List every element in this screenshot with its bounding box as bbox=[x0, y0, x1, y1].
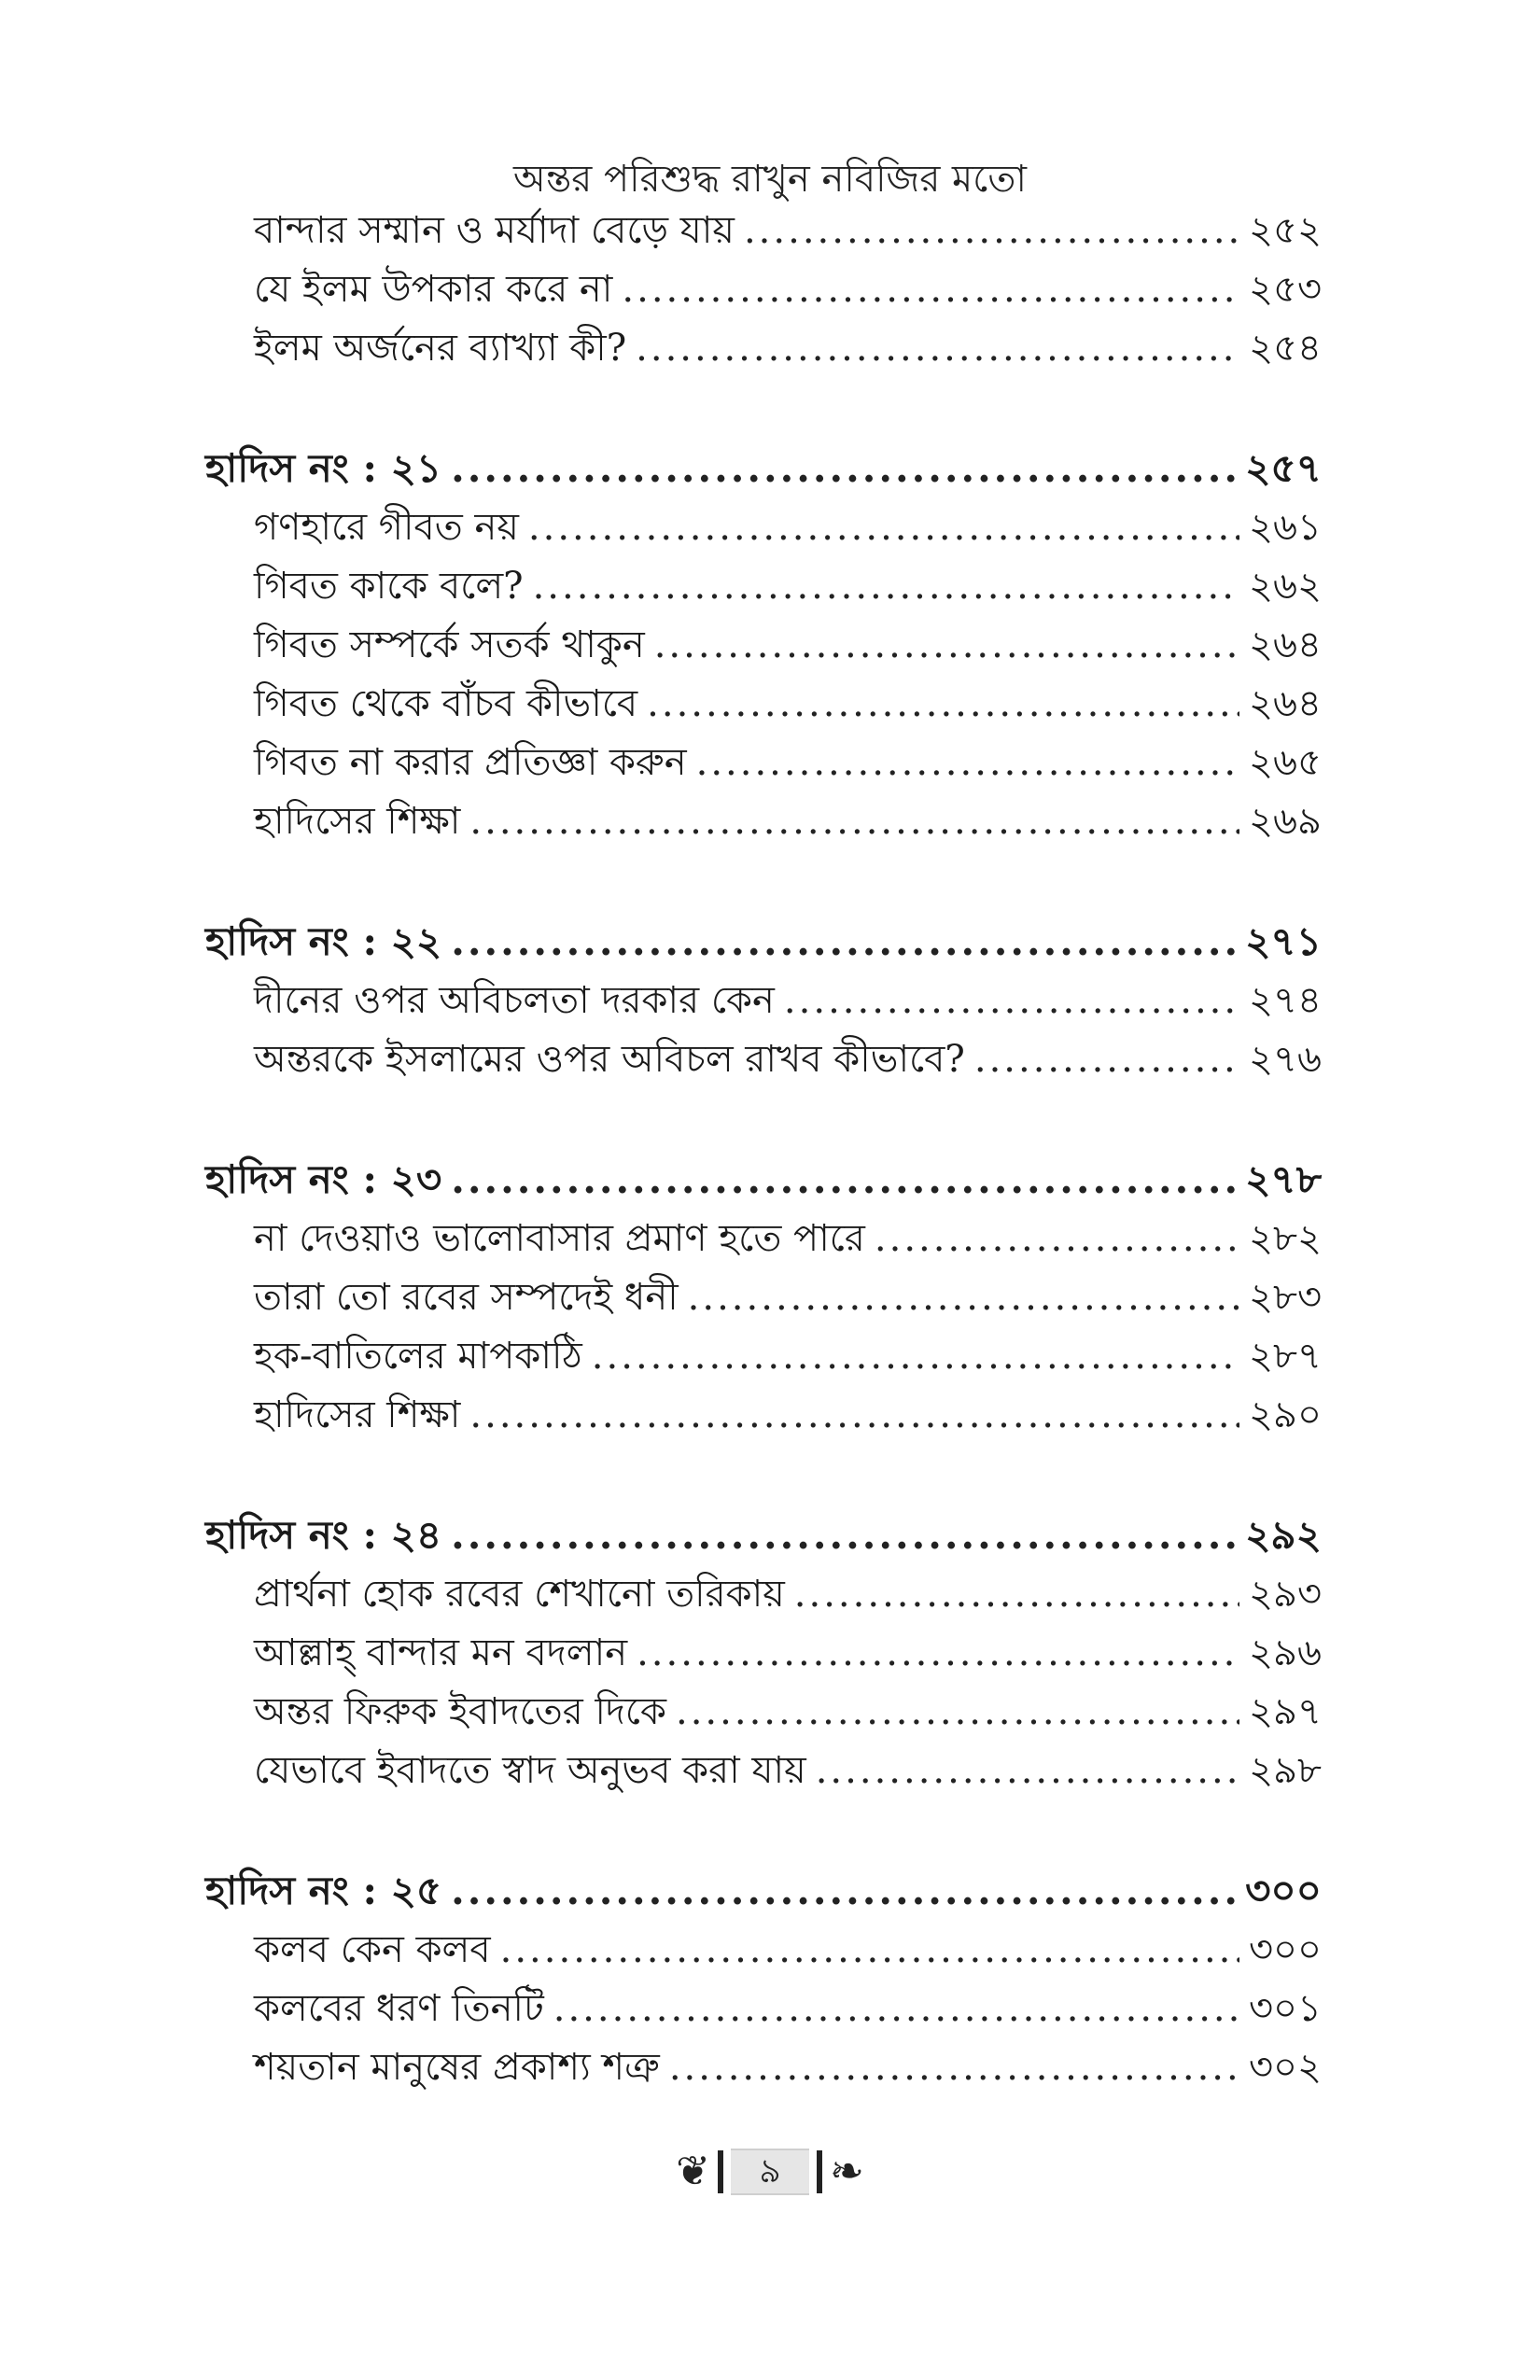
toc-chapter-row bbox=[205, 1508, 1322, 1562]
toc-page-number: ২৬৯ bbox=[1249, 800, 1322, 843]
toc-title: আল্লাহ্ বান্দার মন বদলান bbox=[254, 1631, 628, 1674]
toc-page-number: ৩০০ bbox=[1248, 1928, 1322, 1971]
page-footer bbox=[0, 2149, 1540, 2195]
dot-leader bbox=[592, 1329, 1239, 1383]
toc-page-number: ৩০২ bbox=[1248, 2046, 1322, 2089]
toc-entry-row bbox=[254, 1567, 1322, 1621]
toc-title: হাদিসের শিক্ষা bbox=[254, 800, 461, 843]
toc-page-number: ২৮২ bbox=[1249, 1217, 1322, 1260]
toc-title: প্রার্থনা হোক রবের শেখানো তরিকায় bbox=[254, 1573, 785, 1616]
dot-leader bbox=[451, 1864, 1236, 1918]
dot-leader bbox=[528, 500, 1239, 554]
toc-entry-row bbox=[254, 2040, 1322, 2094]
toc-title: না দেওয়াও ভালোবাসার প্রমাণ হতে পারে bbox=[254, 1217, 865, 1260]
toc-page-number: ৩০১ bbox=[1249, 1987, 1322, 2030]
toc-entry-row bbox=[254, 1685, 1322, 1739]
dot-leader bbox=[654, 618, 1239, 672]
toc-page-number: ২৯৭ bbox=[1249, 1690, 1322, 1733]
toc-entry-row bbox=[254, 262, 1322, 316]
toc-entry-row bbox=[254, 203, 1322, 258]
toc-entry-row bbox=[254, 1923, 1322, 1977]
dot-leader bbox=[533, 559, 1239, 613]
toc-chapter-row bbox=[205, 441, 1322, 496]
dot-leader bbox=[500, 1923, 1239, 1977]
folio bbox=[676, 2149, 864, 2195]
toc-page-number: ২৬৪ bbox=[1249, 623, 1322, 666]
toc-title: অন্তরকে ইসলামের ওপর অবিচল রাখব কীভাবে? bbox=[254, 1038, 965, 1081]
toc-title: কলব কেন কলব bbox=[254, 1928, 491, 1971]
dot-leader bbox=[451, 1153, 1236, 1207]
toc-page-number: ২৭৪ bbox=[1249, 979, 1322, 1022]
dot-leader bbox=[637, 1626, 1239, 1680]
toc-title: অন্তর ফিরুক ইবাদতের দিকে bbox=[254, 1690, 666, 1733]
toc-title: ইলম অর্জনের ব্যাখ্যা কী? bbox=[254, 327, 627, 370]
toc-title: দীনের ওপর অবিচলতা দরকার কেন bbox=[254, 979, 775, 1022]
dot-leader bbox=[636, 321, 1239, 375]
toc-title: হাদিস নং : ২৩ bbox=[205, 1156, 442, 1202]
toc-page-number: ২৭৬ bbox=[1248, 1038, 1322, 1081]
toc-entry-row bbox=[254, 321, 1322, 375]
toc-page-number: ৩০০ bbox=[1245, 1868, 1322, 1913]
toc-title: গিবত না করার প্রতিজ্ঞা করুন bbox=[254, 741, 687, 784]
folio-bar-right bbox=[817, 2150, 822, 2193]
toc-entry-row bbox=[254, 1329, 1322, 1383]
dot-leader bbox=[875, 1211, 1239, 1266]
toc-title: হাদিসের শিক্ষা bbox=[254, 1393, 461, 1436]
toc-page-number: ২৫৪ bbox=[1249, 327, 1322, 370]
toc-title: যেভাবে ইবাদতে স্বাদ অনুভব করা যায় bbox=[254, 1749, 806, 1792]
dot-leader bbox=[676, 1685, 1239, 1739]
toc-entry-row bbox=[254, 559, 1322, 613]
dot-leader bbox=[451, 1508, 1236, 1562]
dot-leader bbox=[669, 2040, 1239, 2094]
toc-page-number: ২৬৫ bbox=[1249, 741, 1322, 784]
dot-leader bbox=[696, 735, 1239, 790]
toc-page-number: ২৯০ bbox=[1249, 1393, 1322, 1436]
toc-page-number: ২৫২ bbox=[1249, 209, 1322, 252]
toc-title: কলবের ধরণ তিনটি bbox=[254, 1987, 544, 2030]
toc-entry-row bbox=[254, 677, 1322, 731]
toc-chapter-row bbox=[205, 1864, 1322, 1918]
toc-chapter-row bbox=[205, 915, 1322, 969]
toc-title: হক-বাতিলের মাপকাঠি bbox=[254, 1335, 582, 1378]
page-number: ৯ bbox=[731, 2149, 809, 2195]
dot-leader bbox=[688, 1270, 1239, 1324]
ornament-left-icon: ❦ bbox=[676, 2148, 710, 2195]
ornament-right-icon: ❧ bbox=[830, 2148, 864, 2195]
toc-page-number: ২৯২ bbox=[1245, 1512, 1322, 1558]
dot-leader bbox=[469, 1388, 1239, 1442]
dot-leader bbox=[469, 794, 1239, 848]
toc-title: গিবত সম্পর্কে সতর্ক থাকুন bbox=[254, 623, 645, 666]
toc-page-number: ২৬৪ bbox=[1249, 682, 1322, 725]
dot-leader bbox=[622, 262, 1239, 316]
toc-entry-row bbox=[254, 1270, 1322, 1324]
dot-leader bbox=[816, 1743, 1239, 1798]
toc-entry-row bbox=[254, 1032, 1322, 1086]
toc-page-number: ২৭৮ bbox=[1245, 1156, 1322, 1202]
toc-title: গণহারে গীবত নয় bbox=[254, 506, 519, 549]
dot-leader bbox=[794, 1567, 1239, 1621]
dot-leader bbox=[784, 973, 1239, 1028]
toc-title: হাদিস নং : ২১ bbox=[205, 445, 442, 491]
dot-leader bbox=[451, 915, 1236, 969]
folio-bar-left bbox=[718, 2150, 723, 2193]
dot-leader bbox=[647, 677, 1239, 731]
toc-page-number: ২৯৮ bbox=[1249, 1749, 1322, 1792]
dot-leader bbox=[744, 203, 1239, 258]
toc-entry-row bbox=[254, 1743, 1322, 1798]
toc-page-number: ২৬২ bbox=[1248, 565, 1322, 608]
toc-entry-row bbox=[254, 735, 1322, 790]
dot-leader bbox=[451, 441, 1236, 496]
toc-title: হাদিস নং : ২৪ bbox=[205, 1512, 442, 1558]
toc-page-number: ২৯৩ bbox=[1249, 1573, 1322, 1616]
toc-page-number: ২৫৭ bbox=[1245, 445, 1322, 491]
toc-page-number: ২৬১ bbox=[1249, 506, 1322, 549]
toc-title: গিবত থেকে বাঁচব কীভাবে bbox=[254, 682, 638, 725]
toc-entry-row bbox=[254, 794, 1322, 848]
toc-entry-row bbox=[254, 1626, 1322, 1680]
toc-page-number: ২৭১ bbox=[1245, 918, 1322, 964]
dot-leader bbox=[974, 1032, 1239, 1086]
toc-page-number: ২৫৩ bbox=[1249, 268, 1322, 311]
toc-title: হাদিস নং : ২২ bbox=[205, 918, 442, 964]
toc-entry-row bbox=[254, 500, 1322, 554]
toc-entry-row bbox=[254, 1981, 1322, 2036]
toc-page-number: ২৯৬ bbox=[1249, 1631, 1322, 1674]
running-head: অন্তর পরিশুদ্ধ রাখুন নবিজির মতো bbox=[513, 158, 1027, 201]
toc-entry-row bbox=[254, 618, 1322, 672]
toc-chapter-row bbox=[205, 1153, 1322, 1207]
toc-title: শয়তান মানুষের প্রকাশ্য শত্রু bbox=[254, 2046, 660, 2089]
toc-title: তারা তো রবের সম্পদেই ধনী bbox=[254, 1276, 679, 1319]
toc-entry-row bbox=[254, 1388, 1322, 1442]
toc-title: গিবত কাকে বলে? bbox=[254, 565, 524, 608]
toc-entry-row bbox=[254, 973, 1322, 1028]
toc-title: যে ইলম উপকার করে না bbox=[254, 268, 613, 311]
dot-leader bbox=[553, 1981, 1239, 2036]
toc-page-number: ২৮৩ bbox=[1249, 1276, 1322, 1319]
toc-title: বান্দার সম্মান ও মর্যাদা বেড়ে যায় bbox=[254, 209, 735, 252]
toc-title: হাদিস নং : ২৫ bbox=[205, 1868, 442, 1913]
toc-entry-row bbox=[254, 1211, 1322, 1266]
toc-page-number: ২৮৭ bbox=[1249, 1335, 1322, 1378]
